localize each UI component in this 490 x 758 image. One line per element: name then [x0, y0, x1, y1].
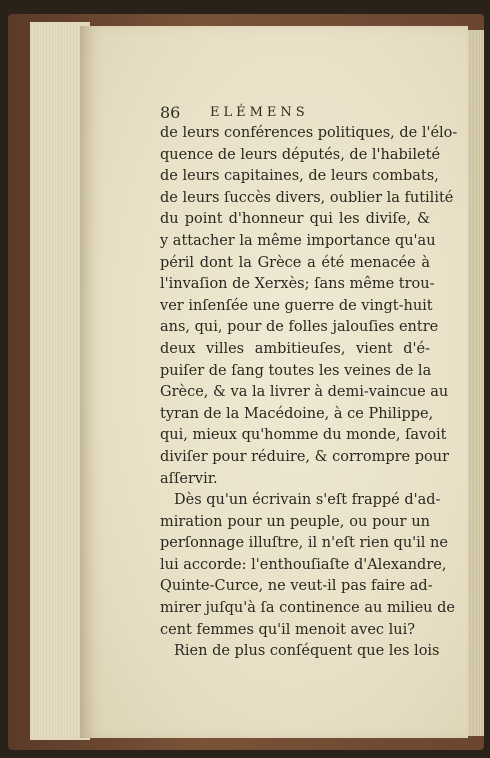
body-text	[160, 123, 458, 663]
text-line: de leurs ſuccès divers, oublier la futilité	[160, 189, 454, 206]
text-line: aſſervir.	[160, 470, 218, 487]
text-line: quence de leurs députés, de l'habileté	[160, 146, 441, 163]
text-line: lui accorde: l'enthouſiaſte d'Alexandre,	[160, 556, 447, 573]
text-line: Grèce, & va la livrer à demi-vaincue au	[160, 384, 449, 401]
text-line: mirer juſqu'à ſa continence au milieu de	[160, 600, 455, 617]
text-line: du point d'honneur qui les diviſe, &	[160, 211, 430, 228]
text-line: l'invaſion de Xerxès; ſans même trou-	[160, 276, 435, 293]
text-line: Rien de plus conſéquent que les lois	[174, 643, 440, 660]
text-line: perſonnage illuſtre, il n'eſt rien qu'il ne	[160, 535, 448, 552]
text-line: puiſer de ſang toutes les veines de la	[160, 362, 432, 379]
page-header	[160, 103, 430, 125]
text-line: deux villes ambitieuſes, vient d'é-	[160, 340, 430, 357]
text-line: de leurs conférences politiques, de l'élo-	[160, 125, 458, 141]
text-line: y attacher la même importance qu'au	[160, 232, 436, 249]
text-line: Dès qu'un écrivain s'eſt frappé d'ad-	[174, 492, 441, 509]
text-line: miration pour un peuple, ou pour un	[160, 513, 430, 530]
page-number: 86	[160, 103, 181, 122]
text-line: péril dont la Grèce a été menacée à	[160, 254, 430, 271]
running-title: ELÉMENS	[210, 105, 309, 120]
page-edges-right	[466, 30, 484, 736]
text-line: de leurs capitaines, de leurs combats,	[160, 168, 439, 185]
text-line: ans, qui, pour de folles jalouſies entre	[160, 319, 439, 336]
text-line: cent femmes qu'il menoit avec lui?	[160, 621, 416, 638]
text-line: qui, mieux qu'homme du monde, ſavoit	[160, 427, 447, 444]
text-line: diviſer pour réduire, & corrompre pour	[160, 448, 450, 465]
text-line: tyran de la Macédoine, à ce Philippe,	[160, 405, 434, 422]
text-line: Quinte-Curce, ne veut-il pas faire ad-	[160, 578, 433, 595]
text-line: ver inſenſée une guerre de vingt-huit	[160, 297, 433, 314]
